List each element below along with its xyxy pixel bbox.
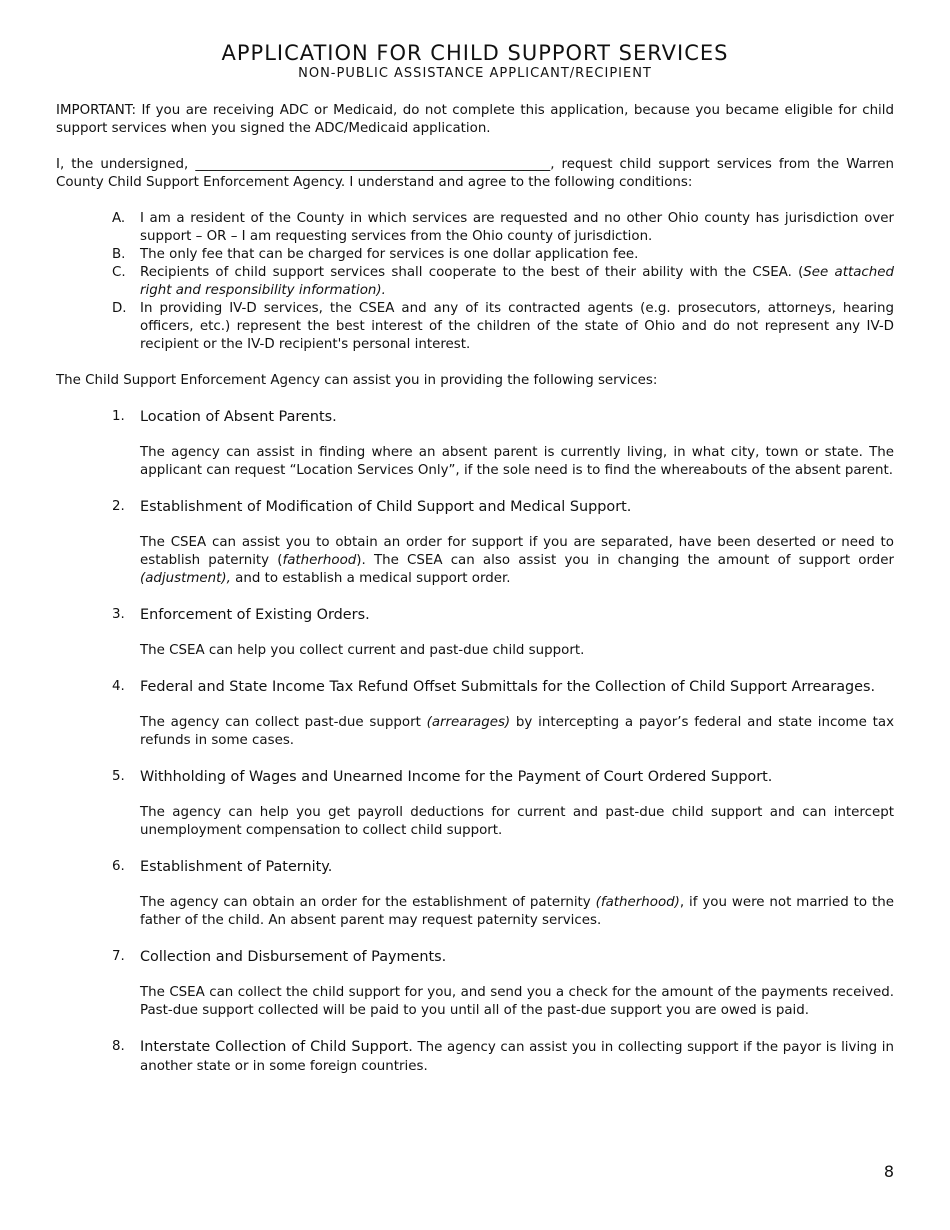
condition-item [56, 300, 894, 354]
service-description: The agency can assist you in collecting support if the payor is living in another state or in some foreign countries. [140, 1040, 894, 1074]
service-title-with-desc [140, 1038, 894, 1076]
service-description: The agency can assist in finding where an absent parent is currently living, in what city, town or state. The applicant can request “Location Services Only”, if the sole need is to find the whereabouts of the absent parent. [140, 445, 894, 478]
service-item [56, 678, 894, 750]
undersigned-prefix: I, the undersigned, [56, 157, 189, 172]
desc-italic: (arrearages) [426, 715, 511, 730]
page-title: APPLICATION FOR CHILD SUPPORT SERVICES [221, 41, 729, 65]
important-notice: IMPORTANT: If you are receiving ADC or Medicaid, do not complete this application, because you became eligible for child support services when you signed the ADC/Medicaid application. [56, 103, 894, 136]
service-number: 4. [112, 679, 125, 694]
services-intro: The Child Support Enforcement Agency can assist you in providing the following services: [56, 373, 658, 388]
condition-text: I am a resident of the County in which services are requested and no other Ohio county has jurisdiction over support – OR – I am requesting services from the Ohio county of jurisdiction. [140, 211, 894, 244]
condition-text: In providing IV-D services, the CSEA and any of its contracted agents (e.g. prosecutors, attorneys, hearing officers, etc.) represent the best interest of the children of the state of Ohio and do not represent any IV-D recipient or the IV-D recipient's personal interest. [140, 301, 894, 352]
service-item [56, 498, 894, 588]
service-number: 7. [112, 949, 125, 964]
condition-text [140, 264, 894, 300]
desc-part: The agency can obtain an order for the establishment of paternity [140, 895, 596, 910]
condition-text-main: Recipients of child support services shall cooperate to the best of their ability with the CSEA. ( [140, 265, 804, 280]
condition-item [56, 264, 894, 300]
service-item [56, 858, 894, 930]
condition-marker: D. [112, 301, 127, 316]
undersigned-statement [56, 156, 894, 192]
conditions-list [56, 210, 894, 354]
desc-italic: fatherhood [282, 553, 357, 568]
service-description [140, 714, 894, 750]
service-title: Collection and Disbursement of Payments. [140, 949, 447, 965]
desc-part: and to establish a medical support order. [230, 571, 511, 586]
service-number: 3. [112, 607, 125, 622]
desc-part: , if you were not married to the father of the child. An absent parent may request paternity services. [140, 895, 894, 928]
service-number: 1. [112, 409, 125, 424]
service-item [56, 1038, 894, 1076]
service-title: Enforcement of Existing Orders. [140, 607, 370, 623]
page-number: 8 [883, 1162, 894, 1181]
service-title: Federal and State Income Tax Refund Offset Submittals for the Collection of Child Support Arrearages. [140, 679, 876, 695]
desc-italic: (adjustment), [140, 571, 231, 586]
condition-marker: A. [112, 211, 126, 226]
service-number: 5. [112, 769, 125, 784]
service-title: Interstate Collection of Child Support. [140, 1039, 413, 1055]
service-description [140, 534, 894, 588]
service-number: 6. [112, 859, 125, 874]
service-item [56, 606, 894, 660]
condition-marker: C. [112, 265, 126, 280]
desc-part: by intercepting a payor’s federal and state income tax refunds in some cases. [140, 715, 894, 748]
undersigned-suffix: request child support services from the Warren County Child Support Enforcement Agency. I understand and agree to the following conditions: [56, 157, 895, 190]
desc-part: The CSEA can assist you to obtain an order for support if you are separated, have been deserted or need to establish paternity ( [140, 535, 894, 568]
service-item [56, 948, 894, 1020]
service-number: 8. [112, 1039, 125, 1054]
service-title: Withholding of Wages and Unearned Income for the Payment of Court Ordered Support. [140, 769, 773, 785]
service-item [56, 408, 894, 480]
desc-italic: (fatherhood) [595, 895, 680, 910]
condition-marker: B. [112, 247, 126, 262]
service-title: Establishment of Modification of Child Support and Medical Support. [140, 499, 632, 515]
desc-part: The agency can collect past-due support [140, 715, 427, 730]
service-description: The agency can help you get payroll deductions for current and past-due child support and can intercept unemployment compensation to collect child support. [140, 805, 894, 838]
service-description: The CSEA can collect the child support for you, and send you a check for the amount of the payments received. Past-due support collected will be paid to you until all of the past-due support you are owed is paid. [140, 985, 894, 1018]
service-title: Establishment of Paternity. [140, 859, 333, 875]
service-description [140, 894, 894, 930]
page-subtitle: NON-PUBLIC ASSISTANCE APPLICANT/RECIPIENT [298, 66, 652, 81]
condition-item [56, 246, 894, 264]
service-title: Location of Absent Parents. [140, 409, 337, 425]
desc-part: ). The CSEA can also assist you in changing the amount of support order [356, 553, 894, 568]
service-description: The CSEA can help you collect current and past-due child support. [140, 643, 585, 658]
condition-text-italic: See attached right and responsibility information). [140, 265, 894, 298]
service-item [56, 768, 894, 840]
name-blank-line: _____________________________________________________, [195, 157, 555, 172]
condition-item [56, 210, 894, 246]
document-page [56, 40, 894, 1076]
service-number: 2. [112, 499, 125, 514]
condition-text: The only fee that can be charged for services is one dollar application fee. [140, 247, 639, 262]
